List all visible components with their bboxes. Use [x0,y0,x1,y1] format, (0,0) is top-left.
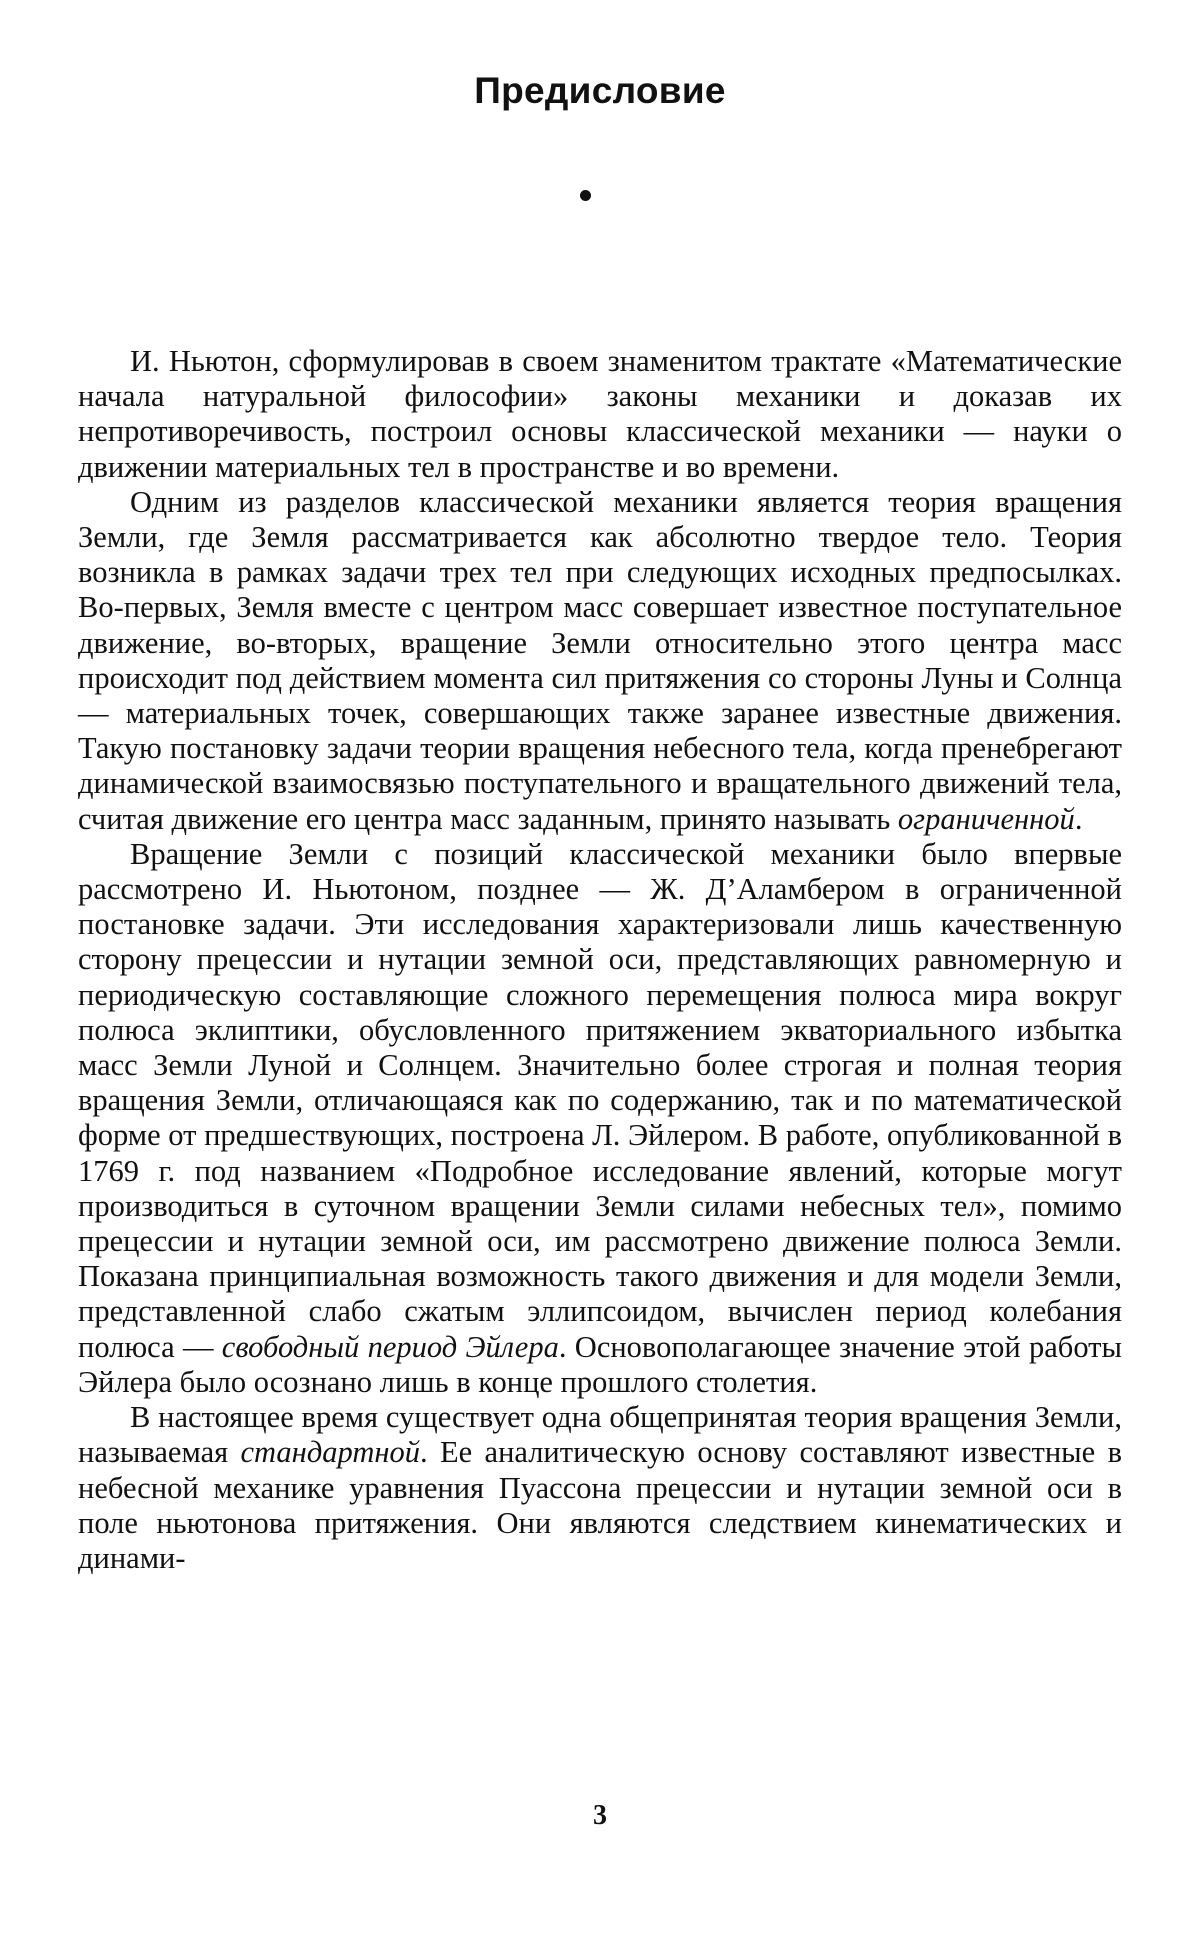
paragraph-4-text: В настоящее время существует одна общепринятая теория вращения Земли, называемая [78,1400,1122,1470]
page-number: 3 [593,1800,607,1831]
paragraph-3-end: . Основополагающее значение этой работы Эйлера было осознано лишь в конце прошлого столетия. [78,1329,1122,1399]
paragraph-4 [78,1400,1122,1576]
paragraph-2-text: Одним из разделов классической механики является теория вращения Земли, где Земля рассматривается как абсолютно твердое тело. Теория возникла в рамках задачи трех тел при следующих исходных предпосылках. Во-первых, Земля вместе с центром масс совершает известное поступательное движение, во-вторых, вращение Земли относительно этого центра масс происходит под действием момента сил притяжения со стороны Луны и Солнца — материальных точек, совершающих также заранее известные движения. Такую постановку задачи теории вращения небесного тела, когда пренебрегают динамической взаимосвязью поступательного и вращательного движений тела, считая движение его центра масс заданным, принято называть [78,484,1122,836]
ornament-dot [580,190,591,201]
emphasis-term: стандартной [240,1435,421,1470]
paragraph-2-end: . [1074,801,1083,836]
page-title: Предисловие [474,70,726,111]
paragraph-2 [78,485,1122,837]
paragraph-1-text: И. Ньютон, сформулировав в своем знаменитом трактате «Математические начала натуральной философии» законы механики и доказав их непротиворечивость, построил основы классической механики — науки о движении материальных тел в пространстве и во времени. [78,344,1122,484]
paragraph-3-text: Вращение Земли с позиций классической механики было впервые рассмотрено И. Ньютоном, позднее — Ж. Д’Аламбером в ограниченной постановке задачи. Эти исследования характеризовали лишь качественную сторону прецессии и нутации земной оси, представляющих равномерную и периодическую составляющие сложного перемещения полюса мира вокруг полюса эклиптики, обусловленного притяжением экваториального избытка масс Земли Луной и Солнцем. Значительно более строгая и полная теория вращения Земли, отличающаяся как по содержанию, так и по математической форме от предшествующих, построена Л. Эйлером. В работе, опубликованной в 1769 г. под названием «Подробное исследование явлений, которые могут производиться в суточном вращении Земли силами небесных тел», помимо прецессии и нутации земной оси, им рассмотрено движение полюса Земли. Показана принципиальная возможность такого движения и для модели Земли, представленной слабо сжатым эллипсоидом, вычислен период колебания полюса — [78,836,1122,1364]
emphasis-term: ограниченной [897,801,1075,836]
paragraph-4-end: . Ее аналитическую основу составляют известные в небесной механике уравнения Пуассона прецессии и нутации земной оси в поле ньютонова притяжения. Они являются следствием кинематических и динами- [78,1435,1122,1575]
paragraph-3 [78,837,1122,1400]
book-page [78,0,1122,1955]
paragraph-1 [78,344,1122,485]
body-text [78,344,1122,1576]
emphasis-term: свободный период Эйлера [221,1329,559,1364]
